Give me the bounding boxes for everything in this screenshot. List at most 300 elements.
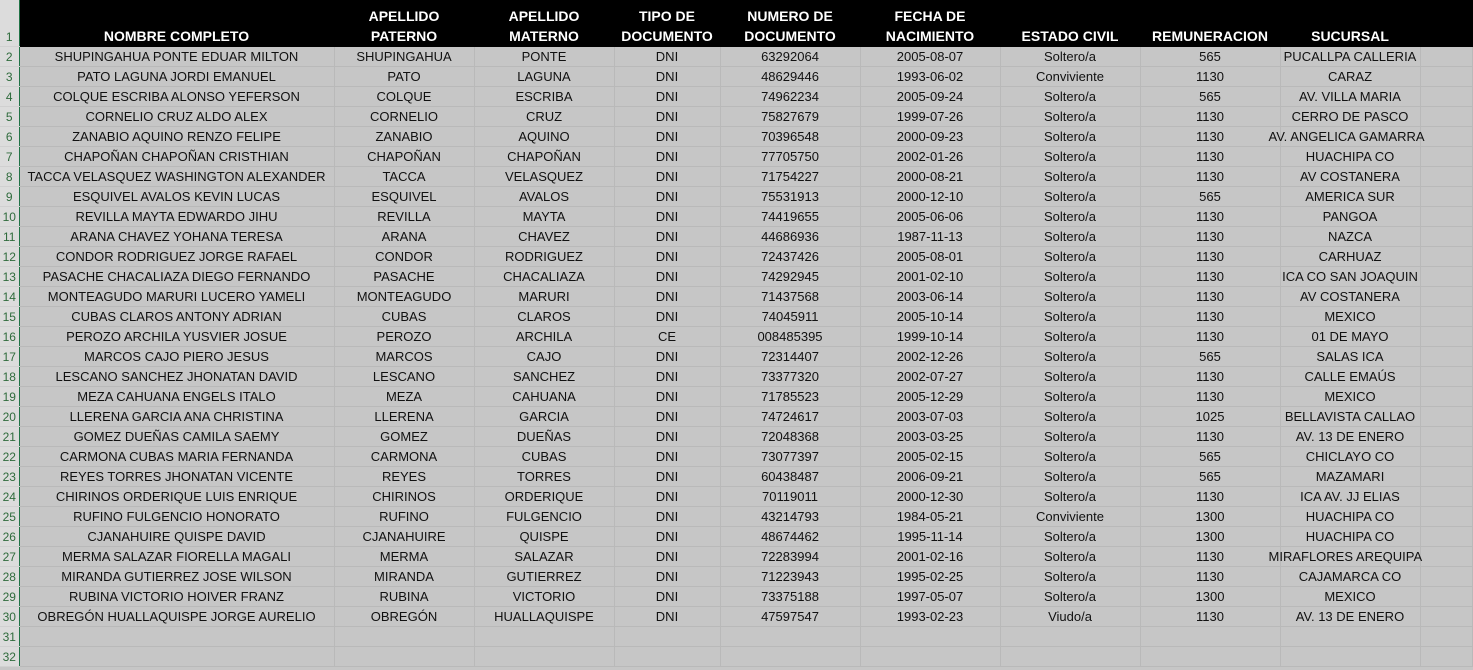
cell-numero-documento[interactable] bbox=[720, 647, 860, 667]
cell-remuneracion[interactable]: 565 bbox=[1140, 447, 1280, 467]
cell-apellido-materno[interactable]: MAYTA bbox=[474, 207, 614, 227]
cell-nombre-completo[interactable]: OBREGÓN HUALLAQUISPE JORGE AURELIO bbox=[19, 607, 334, 627]
row-number[interactable]: 8 bbox=[0, 167, 19, 187]
cell-apellido-materno[interactable]: LAGUNA bbox=[474, 67, 614, 87]
cell-nombre-completo[interactable]: PATO LAGUNA JORDI EMANUEL bbox=[19, 67, 334, 87]
cell-estado-civil[interactable]: Soltero/a bbox=[1000, 267, 1140, 287]
empty-cell[interactable] bbox=[1420, 467, 1472, 487]
row-number[interactable]: 22 bbox=[0, 447, 19, 467]
cell-sucursal[interactable]: PANGOA bbox=[1280, 207, 1420, 227]
cell-apellido-materno[interactable]: CRUZ bbox=[474, 107, 614, 127]
cell-sucursal[interactable]: HUACHIPA CO bbox=[1280, 527, 1420, 547]
cell-estado-civil[interactable]: Soltero/a bbox=[1000, 367, 1140, 387]
cell-fecha-nacimiento[interactable]: 2005-02-15 bbox=[860, 447, 1000, 467]
cell-apellido-paterno[interactable]: OBREGÓN bbox=[334, 607, 474, 627]
cell-sucursal[interactable]: AV COSTANERA bbox=[1280, 167, 1420, 187]
cell-tipo-documento[interactable]: DNI bbox=[614, 527, 720, 547]
cell-apellido-paterno[interactable]: REVILLA bbox=[334, 207, 474, 227]
cell-estado-civil[interactable]: Soltero/a bbox=[1000, 87, 1140, 107]
row-number[interactable]: 26 bbox=[0, 527, 19, 547]
cell-numero-documento[interactable]: 74419655 bbox=[720, 207, 860, 227]
row-number[interactable]: 28 bbox=[0, 567, 19, 587]
cell-apellido-paterno[interactable]: MERMA bbox=[334, 547, 474, 567]
header-apellido-materno[interactable]: APELLIDO MATERNO bbox=[474, 0, 614, 47]
cell-apellido-paterno[interactable]: COLQUE bbox=[334, 87, 474, 107]
cell-numero-documento[interactable]: 74962234 bbox=[720, 87, 860, 107]
cell-numero-documento[interactable]: 73077397 bbox=[720, 447, 860, 467]
cell-nombre-completo[interactable]: LLERENA GARCIA ANA CHRISTINA bbox=[19, 407, 334, 427]
header-sucursal[interactable]: SUCURSAL bbox=[1280, 0, 1420, 47]
cell-apellido-materno[interactable]: CHAPOÑAN bbox=[474, 147, 614, 167]
empty-cell[interactable] bbox=[1420, 587, 1472, 607]
cell-numero-documento[interactable]: 74292945 bbox=[720, 267, 860, 287]
cell-apellido-materno[interactable] bbox=[474, 647, 614, 667]
cell-sucursal[interactable]: AV. VILLA MARIA bbox=[1280, 87, 1420, 107]
cell-apellido-materno[interactable]: CHACALIAZA bbox=[474, 267, 614, 287]
cell-numero-documento[interactable]: 75827679 bbox=[720, 107, 860, 127]
cell-sucursal[interactable]: CARHUAZ bbox=[1280, 247, 1420, 267]
empty-cell[interactable] bbox=[1420, 547, 1472, 567]
cell-numero-documento[interactable]: 70396548 bbox=[720, 127, 860, 147]
cell-fecha-nacimiento[interactable]: 2005-06-06 bbox=[860, 207, 1000, 227]
cell-apellido-materno[interactable] bbox=[474, 627, 614, 647]
cell-fecha-nacimiento[interactable]: 2005-08-07 bbox=[860, 47, 1000, 67]
cell-apellido-paterno[interactable]: MARCOS bbox=[334, 347, 474, 367]
cell-remuneracion[interactable]: 1130 bbox=[1140, 487, 1280, 507]
header-apellido-paterno[interactable]: APELLIDO PATERNO bbox=[334, 0, 474, 47]
cell-sucursal[interactable]: CALLE EMAÚS bbox=[1280, 367, 1420, 387]
row-number[interactable]: 25 bbox=[0, 507, 19, 527]
cell-numero-documento[interactable]: 73377320 bbox=[720, 367, 860, 387]
row-number[interactable]: 20 bbox=[0, 407, 19, 427]
cell-sucursal[interactable] bbox=[1280, 627, 1420, 647]
cell-nombre-completo[interactable]: REYES TORRES JHONATAN VICENTE bbox=[19, 467, 334, 487]
cell-apellido-paterno[interactable] bbox=[334, 647, 474, 667]
cell-nombre-completo[interactable]: ZANABIO AQUINO RENZO FELIPE bbox=[19, 127, 334, 147]
cell-fecha-nacimiento[interactable]: 1984-05-21 bbox=[860, 507, 1000, 527]
cell-apellido-materno[interactable]: ESCRIBA bbox=[474, 87, 614, 107]
cell-estado-civil[interactable]: Soltero/a bbox=[1000, 487, 1140, 507]
cell-apellido-materno[interactable]: FULGENCIO bbox=[474, 507, 614, 527]
cell-remuneracion[interactable]: 1130 bbox=[1140, 427, 1280, 447]
cell-sucursal[interactable]: MEXICO bbox=[1280, 307, 1420, 327]
cell-nombre-completo[interactable]: SHUPINGAHUA PONTE EDUAR MILTON bbox=[19, 47, 334, 67]
row-number[interactable]: 19 bbox=[0, 387, 19, 407]
empty-cell[interactable] bbox=[1420, 367, 1472, 387]
cell-nombre-completo[interactable]: CHIRINOS ORDERIQUE LUIS ENRIQUE bbox=[19, 487, 334, 507]
cell-remuneracion[interactable]: 1025 bbox=[1140, 407, 1280, 427]
cell-remuneracion[interactable]: 1130 bbox=[1140, 367, 1280, 387]
cell-nombre-completo[interactable] bbox=[19, 647, 334, 667]
cell-apellido-materno[interactable]: MARURI bbox=[474, 287, 614, 307]
cell-tipo-documento[interactable]: DNI bbox=[614, 307, 720, 327]
cell-numero-documento[interactable]: 60438487 bbox=[720, 467, 860, 487]
cell-estado-civil[interactable]: Soltero/a bbox=[1000, 167, 1140, 187]
cell-remuneracion[interactable]: 565 bbox=[1140, 87, 1280, 107]
cell-apellido-paterno[interactable]: LESCANO bbox=[334, 367, 474, 387]
cell-estado-civil[interactable]: Soltero/a bbox=[1000, 567, 1140, 587]
cell-sucursal[interactable]: CHICLAYO CO bbox=[1280, 447, 1420, 467]
cell-tipo-documento[interactable]: DNI bbox=[614, 127, 720, 147]
cell-apellido-materno[interactable]: CLAROS bbox=[474, 307, 614, 327]
cell-fecha-nacimiento[interactable]: 1995-02-25 bbox=[860, 567, 1000, 587]
row-number[interactable]: 23 bbox=[0, 467, 19, 487]
cell-apellido-paterno[interactable]: CORNELIO bbox=[334, 107, 474, 127]
cell-fecha-nacimiento[interactable]: 2000-12-30 bbox=[860, 487, 1000, 507]
cell-remuneracion[interactable]: 1130 bbox=[1140, 207, 1280, 227]
header-empty-cell[interactable] bbox=[1420, 0, 1472, 47]
cell-apellido-paterno[interactable]: LLERENA bbox=[334, 407, 474, 427]
row-number[interactable]: 21 bbox=[0, 427, 19, 447]
cell-nombre-completo[interactable]: ARANA CHAVEZ YOHANA TERESA bbox=[19, 227, 334, 247]
cell-estado-civil[interactable]: Soltero/a bbox=[1000, 207, 1140, 227]
cell-nombre-completo[interactable]: PASACHE CHACALIAZA DIEGO FERNANDO bbox=[19, 267, 334, 287]
cell-remuneracion[interactable]: 1130 bbox=[1140, 567, 1280, 587]
cell-apellido-paterno[interactable]: RUBINA bbox=[334, 587, 474, 607]
cell-apellido-materno[interactable]: CHAVEZ bbox=[474, 227, 614, 247]
row-number[interactable]: 2 bbox=[0, 47, 19, 67]
cell-apellido-paterno[interactable]: ZANABIO bbox=[334, 127, 474, 147]
cell-fecha-nacimiento[interactable]: 2002-07-27 bbox=[860, 367, 1000, 387]
cell-sucursal[interactable]: AV COSTANERA bbox=[1280, 287, 1420, 307]
cell-estado-civil[interactable]: Soltero/a bbox=[1000, 147, 1140, 167]
cell-estado-civil[interactable]: Soltero/a bbox=[1000, 347, 1140, 367]
cell-apellido-paterno[interactable]: CONDOR bbox=[334, 247, 474, 267]
cell-tipo-documento[interactable]: DNI bbox=[614, 187, 720, 207]
cell-remuneracion[interactable]: 1300 bbox=[1140, 527, 1280, 547]
header-fecha-nacimiento[interactable]: FECHA DE NACIMIENTO bbox=[860, 0, 1000, 47]
empty-cell[interactable] bbox=[1420, 347, 1472, 367]
row-number[interactable]: 6 bbox=[0, 127, 19, 147]
cell-remuneracion[interactable]: 565 bbox=[1140, 187, 1280, 207]
cell-estado-civil[interactable]: Soltero/a bbox=[1000, 407, 1140, 427]
cell-estado-civil[interactable] bbox=[1000, 627, 1140, 647]
cell-fecha-nacimiento[interactable]: 2005-08-01 bbox=[860, 247, 1000, 267]
row-number[interactable]: 18 bbox=[0, 367, 19, 387]
cell-tipo-documento[interactable]: DNI bbox=[614, 67, 720, 87]
cell-apellido-paterno[interactable]: CHIRINOS bbox=[334, 487, 474, 507]
cell-sucursal[interactable]: CERRO DE PASCO bbox=[1280, 107, 1420, 127]
empty-cell[interactable] bbox=[1420, 47, 1472, 67]
cell-numero-documento[interactable]: 71223943 bbox=[720, 567, 860, 587]
cell-tipo-documento[interactable]: DNI bbox=[614, 47, 720, 67]
empty-cell[interactable] bbox=[1420, 427, 1472, 447]
header-tipo-documento[interactable]: TIPO DE DOCUMENTO bbox=[614, 0, 720, 47]
empty-cell[interactable] bbox=[1420, 187, 1472, 207]
cell-fecha-nacimiento[interactable]: 2003-03-25 bbox=[860, 427, 1000, 447]
cell-numero-documento[interactable]: 73375188 bbox=[720, 587, 860, 607]
cell-sucursal[interactable]: AV. 13 DE ENERO bbox=[1280, 607, 1420, 627]
cell-fecha-nacimiento[interactable]: 2005-09-24 bbox=[860, 87, 1000, 107]
cell-apellido-materno[interactable]: DUEÑAS bbox=[474, 427, 614, 447]
row-number[interactable]: 31 bbox=[0, 627, 19, 647]
cell-sucursal[interactable]: ICA CO SAN JOAQUIN bbox=[1280, 267, 1420, 287]
cell-nombre-completo[interactable]: GOMEZ DUEÑAS CAMILA SAEMY bbox=[19, 427, 334, 447]
empty-cell[interactable] bbox=[1420, 207, 1472, 227]
cell-remuneracion[interactable]: 1130 bbox=[1140, 267, 1280, 287]
cell-tipo-documento[interactable]: DNI bbox=[614, 167, 720, 187]
cell-sucursal[interactable]: 01 DE MAYO bbox=[1280, 327, 1420, 347]
empty-cell[interactable] bbox=[1420, 247, 1472, 267]
cell-fecha-nacimiento[interactable]: 2000-09-23 bbox=[860, 127, 1000, 147]
cell-remuneracion[interactable]: 1130 bbox=[1140, 307, 1280, 327]
cell-apellido-paterno[interactable] bbox=[334, 627, 474, 647]
cell-fecha-nacimiento[interactable]: 2000-12-10 bbox=[860, 187, 1000, 207]
cell-nombre-completo[interactable]: REVILLA MAYTA EDWARDO JIHU bbox=[19, 207, 334, 227]
empty-cell[interactable] bbox=[1420, 607, 1472, 627]
cell-estado-civil[interactable]: Soltero/a bbox=[1000, 47, 1140, 67]
cell-estado-civil[interactable]: Soltero/a bbox=[1000, 287, 1140, 307]
cell-apellido-paterno[interactable]: ARANA bbox=[334, 227, 474, 247]
cell-numero-documento[interactable]: 48629446 bbox=[720, 67, 860, 87]
cell-apellido-paterno[interactable]: CUBAS bbox=[334, 307, 474, 327]
row-number[interactable]: 10 bbox=[0, 207, 19, 227]
cell-numero-documento[interactable] bbox=[720, 627, 860, 647]
cell-numero-documento[interactable]: 74724617 bbox=[720, 407, 860, 427]
cell-nombre-completo[interactable]: CARMONA CUBAS MARIA FERNANDA bbox=[19, 447, 334, 467]
empty-cell[interactable] bbox=[1420, 147, 1472, 167]
cell-fecha-nacimiento[interactable] bbox=[860, 647, 1000, 667]
cell-sucursal[interactable]: HUACHIPA CO bbox=[1280, 147, 1420, 167]
cell-numero-documento[interactable]: 71437568 bbox=[720, 287, 860, 307]
cell-fecha-nacimiento[interactable]: 2002-01-26 bbox=[860, 147, 1000, 167]
cell-apellido-materno[interactable]: CUBAS bbox=[474, 447, 614, 467]
cell-sucursal[interactable]: MAZAMARI bbox=[1280, 467, 1420, 487]
cell-remuneracion[interactable]: 1300 bbox=[1140, 587, 1280, 607]
row-number[interactable]: 16 bbox=[0, 327, 19, 347]
cell-apellido-paterno[interactable]: ESQUIVEL bbox=[334, 187, 474, 207]
cell-apellido-materno[interactable]: CAHUANA bbox=[474, 387, 614, 407]
cell-numero-documento[interactable]: 008485395 bbox=[720, 327, 860, 347]
cell-apellido-paterno[interactable]: MEZA bbox=[334, 387, 474, 407]
cell-sucursal[interactable]: MEXICO bbox=[1280, 387, 1420, 407]
cell-apellido-paterno[interactable]: RUFINO bbox=[334, 507, 474, 527]
empty-cell[interactable] bbox=[1420, 227, 1472, 247]
cell-apellido-paterno[interactable]: MIRANDA bbox=[334, 567, 474, 587]
cell-remuneracion[interactable]: 1130 bbox=[1140, 607, 1280, 627]
cell-apellido-paterno[interactable]: CHAPOÑAN bbox=[334, 147, 474, 167]
cell-fecha-nacimiento[interactable]: 2005-12-29 bbox=[860, 387, 1000, 407]
cell-apellido-paterno[interactable]: PASACHE bbox=[334, 267, 474, 287]
cell-fecha-nacimiento[interactable]: 2003-06-14 bbox=[860, 287, 1000, 307]
cell-estado-civil[interactable]: Soltero/a bbox=[1000, 307, 1140, 327]
row-number[interactable]: 32 bbox=[0, 647, 19, 667]
cell-apellido-paterno[interactable]: MONTEAGUDO bbox=[334, 287, 474, 307]
cell-remuneracion[interactable]: 1130 bbox=[1140, 127, 1280, 147]
cell-apellido-paterno[interactable]: GOMEZ bbox=[334, 427, 474, 447]
empty-cell[interactable] bbox=[1420, 167, 1472, 187]
cell-sucursal[interactable]: BELLAVISTA CALLAO bbox=[1280, 407, 1420, 427]
cell-tipo-documento[interactable]: DNI bbox=[614, 487, 720, 507]
cell-sucursal[interactable]: AV. 13 DE ENERO bbox=[1280, 427, 1420, 447]
cell-tipo-documento[interactable]: DNI bbox=[614, 447, 720, 467]
cell-estado-civil[interactable]: Viudo/a bbox=[1000, 607, 1140, 627]
cell-sucursal[interactable]: PUCALLPA CALLERIA bbox=[1280, 47, 1420, 67]
cell-nombre-completo[interactable]: MERMA SALAZAR FIORELLA MAGALI bbox=[19, 547, 334, 567]
cell-apellido-materno[interactable]: VELASQUEZ bbox=[474, 167, 614, 187]
row-number[interactable]: 11 bbox=[0, 227, 19, 247]
cell-fecha-nacimiento[interactable]: 2005-10-14 bbox=[860, 307, 1000, 327]
cell-apellido-materno[interactable]: SALAZAR bbox=[474, 547, 614, 567]
cell-fecha-nacimiento[interactable]: 2003-07-03 bbox=[860, 407, 1000, 427]
cell-tipo-documento[interactable]: DNI bbox=[614, 467, 720, 487]
cell-numero-documento[interactable]: 71785523 bbox=[720, 387, 860, 407]
empty-cell[interactable] bbox=[1420, 447, 1472, 467]
cell-fecha-nacimiento[interactable]: 1993-02-23 bbox=[860, 607, 1000, 627]
cell-tipo-documento[interactable]: DNI bbox=[614, 107, 720, 127]
cell-estado-civil[interactable]: Soltero/a bbox=[1000, 467, 1140, 487]
row-number[interactable]: 1 bbox=[0, 0, 19, 47]
cell-sucursal[interactable]: CAJAMARCA CO bbox=[1280, 567, 1420, 587]
cell-tipo-documento[interactable]: DNI bbox=[614, 87, 720, 107]
cell-remuneracion[interactable]: 1130 bbox=[1140, 287, 1280, 307]
cell-estado-civil[interactable] bbox=[1000, 647, 1140, 667]
cell-nombre-completo[interactable]: MONTEAGUDO MARURI LUCERO YAMELI bbox=[19, 287, 334, 307]
cell-tipo-documento[interactable]: DNI bbox=[614, 407, 720, 427]
cell-nombre-completo[interactable]: LESCANO SANCHEZ JHONATAN DAVID bbox=[19, 367, 334, 387]
empty-cell[interactable] bbox=[1420, 67, 1472, 87]
cell-tipo-documento[interactable]: DNI bbox=[614, 547, 720, 567]
empty-cell[interactable] bbox=[1420, 287, 1472, 307]
cell-apellido-materno[interactable]: RODRIGUEZ bbox=[474, 247, 614, 267]
cell-nombre-completo[interactable]: ESQUIVEL AVALOS KEVIN LUCAS bbox=[19, 187, 334, 207]
cell-numero-documento[interactable]: 77705750 bbox=[720, 147, 860, 167]
row-number[interactable]: 24 bbox=[0, 487, 19, 507]
cell-apellido-paterno[interactable]: PEROZO bbox=[334, 327, 474, 347]
empty-cell[interactable] bbox=[1420, 527, 1472, 547]
cell-tipo-documento[interactable]: CE bbox=[614, 327, 720, 347]
cell-nombre-completo[interactable]: TACCA VELASQUEZ WASHINGTON ALEXANDER bbox=[19, 167, 334, 187]
cell-tipo-documento[interactable]: DNI bbox=[614, 147, 720, 167]
empty-cell[interactable] bbox=[1420, 107, 1472, 127]
empty-cell[interactable] bbox=[1420, 387, 1472, 407]
cell-fecha-nacimiento[interactable]: 1999-10-14 bbox=[860, 327, 1000, 347]
cell-estado-civil[interactable]: Soltero/a bbox=[1000, 227, 1140, 247]
row-number[interactable]: 17 bbox=[0, 347, 19, 367]
cell-estado-civil[interactable]: Soltero/a bbox=[1000, 187, 1140, 207]
cell-numero-documento[interactable]: 72314407 bbox=[720, 347, 860, 367]
cell-numero-documento[interactable]: 43214793 bbox=[720, 507, 860, 527]
cell-tipo-documento[interactable] bbox=[614, 647, 720, 667]
cell-estado-civil[interactable]: Soltero/a bbox=[1000, 107, 1140, 127]
cell-estado-civil[interactable]: Soltero/a bbox=[1000, 327, 1140, 347]
cell-tipo-documento[interactable]: DNI bbox=[614, 387, 720, 407]
cell-nombre-completo[interactable]: RUFINO FULGENCIO HONORATO bbox=[19, 507, 334, 527]
cell-apellido-materno[interactable]: VICTORIO bbox=[474, 587, 614, 607]
empty-cell[interactable] bbox=[1420, 507, 1472, 527]
cell-tipo-documento[interactable]: DNI bbox=[614, 567, 720, 587]
cell-remuneracion[interactable]: 1130 bbox=[1140, 107, 1280, 127]
cell-estado-civil[interactable]: Conviviente bbox=[1000, 67, 1140, 87]
cell-numero-documento[interactable]: 70119011 bbox=[720, 487, 860, 507]
cell-numero-documento[interactable]: 72048368 bbox=[720, 427, 860, 447]
empty-cell[interactable] bbox=[1420, 567, 1472, 587]
cell-apellido-materno[interactable]: ARCHILA bbox=[474, 327, 614, 347]
cell-apellido-materno[interactable]: GARCIA bbox=[474, 407, 614, 427]
cell-tipo-documento[interactable]: DNI bbox=[614, 247, 720, 267]
cell-apellido-materno[interactable]: ORDERIQUE bbox=[474, 487, 614, 507]
empty-cell[interactable] bbox=[1420, 127, 1472, 147]
cell-tipo-documento[interactable] bbox=[614, 627, 720, 647]
cell-fecha-nacimiento[interactable]: 2001-02-16 bbox=[860, 547, 1000, 567]
cell-apellido-paterno[interactable]: TACCA bbox=[334, 167, 474, 187]
cell-estado-civil[interactable]: Soltero/a bbox=[1000, 427, 1140, 447]
cell-nombre-completo[interactable]: CORNELIO CRUZ ALDO ALEX bbox=[19, 107, 334, 127]
row-number[interactable]: 14 bbox=[0, 287, 19, 307]
cell-numero-documento[interactable]: 72437426 bbox=[720, 247, 860, 267]
cell-sucursal[interactable]: AMERICA SUR bbox=[1280, 187, 1420, 207]
cell-remuneracion[interactable]: 1130 bbox=[1140, 67, 1280, 87]
cell-nombre-completo[interactable]: CJANAHUIRE QUISPE DAVID bbox=[19, 527, 334, 547]
cell-numero-documento[interactable]: 71754227 bbox=[720, 167, 860, 187]
cell-tipo-documento[interactable]: DNI bbox=[614, 287, 720, 307]
cell-remuneracion[interactable]: 1130 bbox=[1140, 247, 1280, 267]
row-number[interactable]: 4 bbox=[0, 87, 19, 107]
row-number[interactable]: 27 bbox=[0, 547, 19, 567]
cell-estado-civil[interactable]: Soltero/a bbox=[1000, 587, 1140, 607]
cell-tipo-documento[interactable]: DNI bbox=[614, 367, 720, 387]
empty-cell[interactable] bbox=[1420, 307, 1472, 327]
empty-cell[interactable] bbox=[1420, 327, 1472, 347]
row-number[interactable]: 29 bbox=[0, 587, 19, 607]
cell-estado-civil[interactable]: Conviviente bbox=[1000, 507, 1140, 527]
cell-nombre-completo[interactable]: MIRANDA GUTIERREZ JOSE WILSON bbox=[19, 567, 334, 587]
cell-estado-civil[interactable]: Soltero/a bbox=[1000, 247, 1140, 267]
header-nombre-completo[interactable]: NOMBRE COMPLETO bbox=[19, 0, 334, 47]
cell-fecha-nacimiento[interactable] bbox=[860, 627, 1000, 647]
cell-remuneracion[interactable]: 1130 bbox=[1140, 227, 1280, 247]
cell-fecha-nacimiento[interactable]: 1999-07-26 bbox=[860, 107, 1000, 127]
cell-tipo-documento[interactable]: DNI bbox=[614, 227, 720, 247]
cell-sucursal[interactable]: HUACHIPA CO bbox=[1280, 507, 1420, 527]
cell-apellido-materno[interactable]: TORRES bbox=[474, 467, 614, 487]
empty-cell[interactable] bbox=[1420, 267, 1472, 287]
cell-remuneracion[interactable]: 565 bbox=[1140, 347, 1280, 367]
row-number[interactable]: 9 bbox=[0, 187, 19, 207]
cell-sucursal[interactable]: SALAS ICA bbox=[1280, 347, 1420, 367]
cell-fecha-nacimiento[interactable]: 2006-09-21 bbox=[860, 467, 1000, 487]
cell-sucursal[interactable] bbox=[1268, 127, 1425, 147]
cell-remuneracion[interactable] bbox=[1140, 647, 1280, 667]
cell-apellido-paterno[interactable]: REYES bbox=[334, 467, 474, 487]
cell-remuneracion[interactable]: 1130 bbox=[1140, 167, 1280, 187]
cell-apellido-materno[interactable]: HUALLAQUISPE bbox=[474, 607, 614, 627]
cell-nombre-completo[interactable]: COLQUE ESCRIBA ALONSO YEFERSON bbox=[19, 87, 334, 107]
cell-nombre-completo[interactable]: PEROZO ARCHILA YUSVIER JOSUE bbox=[19, 327, 334, 347]
cell-numero-documento[interactable]: 74045911 bbox=[720, 307, 860, 327]
empty-cell[interactable] bbox=[1420, 87, 1472, 107]
cell-nombre-completo[interactable]: MEZA CAHUANA ENGELS ITALO bbox=[19, 387, 334, 407]
cell-remuneracion[interactable]: 565 bbox=[1140, 47, 1280, 67]
cell-apellido-materno[interactable]: GUTIERREZ bbox=[474, 567, 614, 587]
cell-numero-documento[interactable]: 63292064 bbox=[720, 47, 860, 67]
cell-sucursal[interactable]: NAZCA bbox=[1280, 227, 1420, 247]
cell-apellido-materno[interactable]: SANCHEZ bbox=[474, 367, 614, 387]
cell-remuneracion[interactable]: 1300 bbox=[1140, 507, 1280, 527]
cell-apellido-paterno[interactable]: CJANAHUIRE bbox=[334, 527, 474, 547]
cell-numero-documento[interactable]: 44686936 bbox=[720, 227, 860, 247]
cell-remuneracion[interactable]: 1130 bbox=[1140, 327, 1280, 347]
cell-apellido-paterno[interactable]: SHUPINGAHUA bbox=[334, 47, 474, 67]
cell-nombre-completo[interactable]: CHAPOÑAN CHAPOÑAN CRISTHIAN bbox=[19, 147, 334, 167]
cell-sucursal[interactable]: ICA AV. JJ ELIAS bbox=[1280, 487, 1420, 507]
cell-tipo-documento[interactable]: DNI bbox=[614, 427, 720, 447]
row-number[interactable]: 3 bbox=[0, 67, 19, 87]
cell-apellido-paterno[interactable]: PATO bbox=[334, 67, 474, 87]
cell-apellido-materno[interactable]: AVALOS bbox=[474, 187, 614, 207]
cell-apellido-materno[interactable]: QUISPE bbox=[474, 527, 614, 547]
cell-nombre-completo[interactable] bbox=[19, 627, 334, 647]
